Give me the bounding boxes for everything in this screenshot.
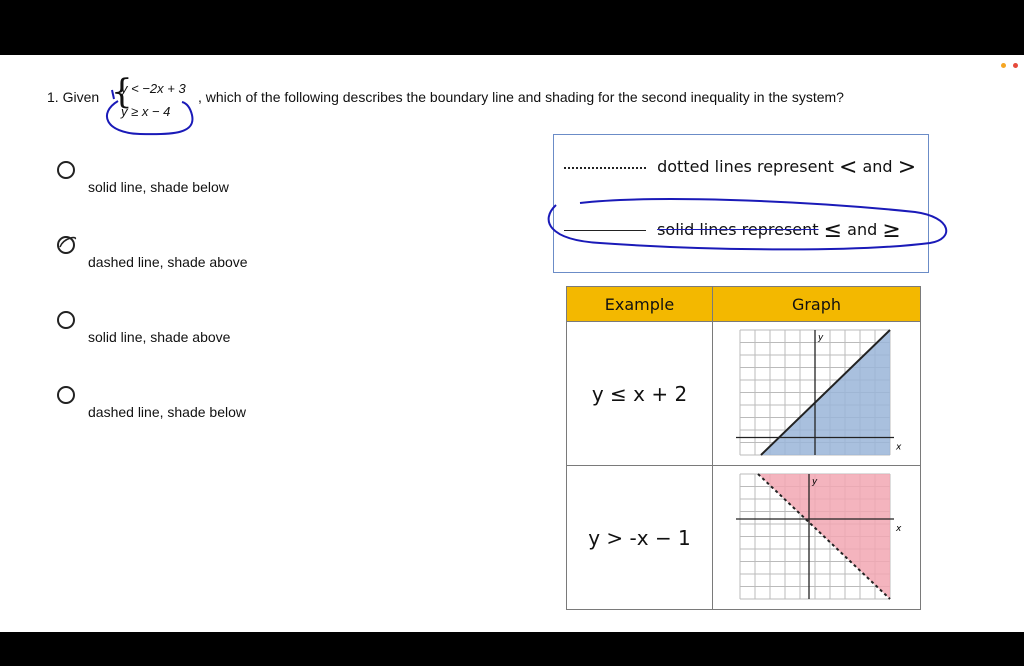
- inequality-1: y < −2x + 3: [121, 81, 186, 96]
- graph-solid-line: [732, 326, 902, 461]
- question-number: 1. Given: [47, 89, 100, 105]
- inequality-2: y ≥ x − 4: [121, 104, 171, 119]
- x-axis-label: x: [895, 442, 901, 453]
- x-axis-label: x: [895, 524, 901, 534]
- greater-or-equal-symbol: ≥: [882, 218, 901, 243]
- option-label[interactable]: solid line, shade below: [88, 179, 229, 195]
- status-dot: [1001, 63, 1006, 68]
- radio-button[interactable]: [57, 236, 75, 254]
- dotted-line-sample: [564, 167, 646, 169]
- legend-dotted-row: [564, 155, 916, 180]
- legend-dotted-text: dotted lines represent: [657, 157, 834, 176]
- legend-and: and: [847, 220, 878, 239]
- radio-button[interactable]: [57, 161, 75, 179]
- legend-and: and: [862, 157, 893, 176]
- option-label[interactable]: solid line, shade above: [88, 329, 231, 345]
- worksheet-page: [0, 55, 1024, 632]
- line-legend: [553, 134, 929, 273]
- radio-button[interactable]: [57, 311, 75, 329]
- table-row: [567, 466, 921, 610]
- less-than-symbol: <: [838, 155, 858, 180]
- example-table: [566, 286, 921, 610]
- header-example: Example: [567, 287, 713, 322]
- greater-than-symbol: >: [897, 155, 917, 180]
- graph-cell: [713, 466, 921, 610]
- question-text: , which of the following describes the boundary line and shading for the second inequality in the system?: [198, 89, 844, 105]
- status-dot: [1013, 63, 1018, 68]
- solid-line-sample: [564, 230, 646, 231]
- graph-cell: [713, 322, 921, 466]
- window-status-dots: [998, 55, 1018, 73]
- system-brace: {: [111, 72, 133, 112]
- less-or-equal-symbol: ≤: [823, 218, 843, 243]
- graph-dotted-line: [732, 470, 902, 605]
- legend-solid-row: [564, 218, 901, 243]
- option-label[interactable]: dashed line, shade below: [88, 404, 247, 420]
- option-label[interactable]: dashed line, shade above: [88, 254, 248, 270]
- equation-cell: y > -x − 1: [567, 466, 713, 610]
- legend-solid-text: solid lines represent: [657, 220, 819, 239]
- y-axis-label: y: [817, 333, 823, 343]
- y-axis-label: y: [811, 477, 817, 487]
- equation-cell: y ≤ x + 2: [567, 322, 713, 466]
- radio-button[interactable]: [57, 386, 75, 404]
- header-graph: Graph: [713, 287, 921, 322]
- table-row: [567, 322, 921, 466]
